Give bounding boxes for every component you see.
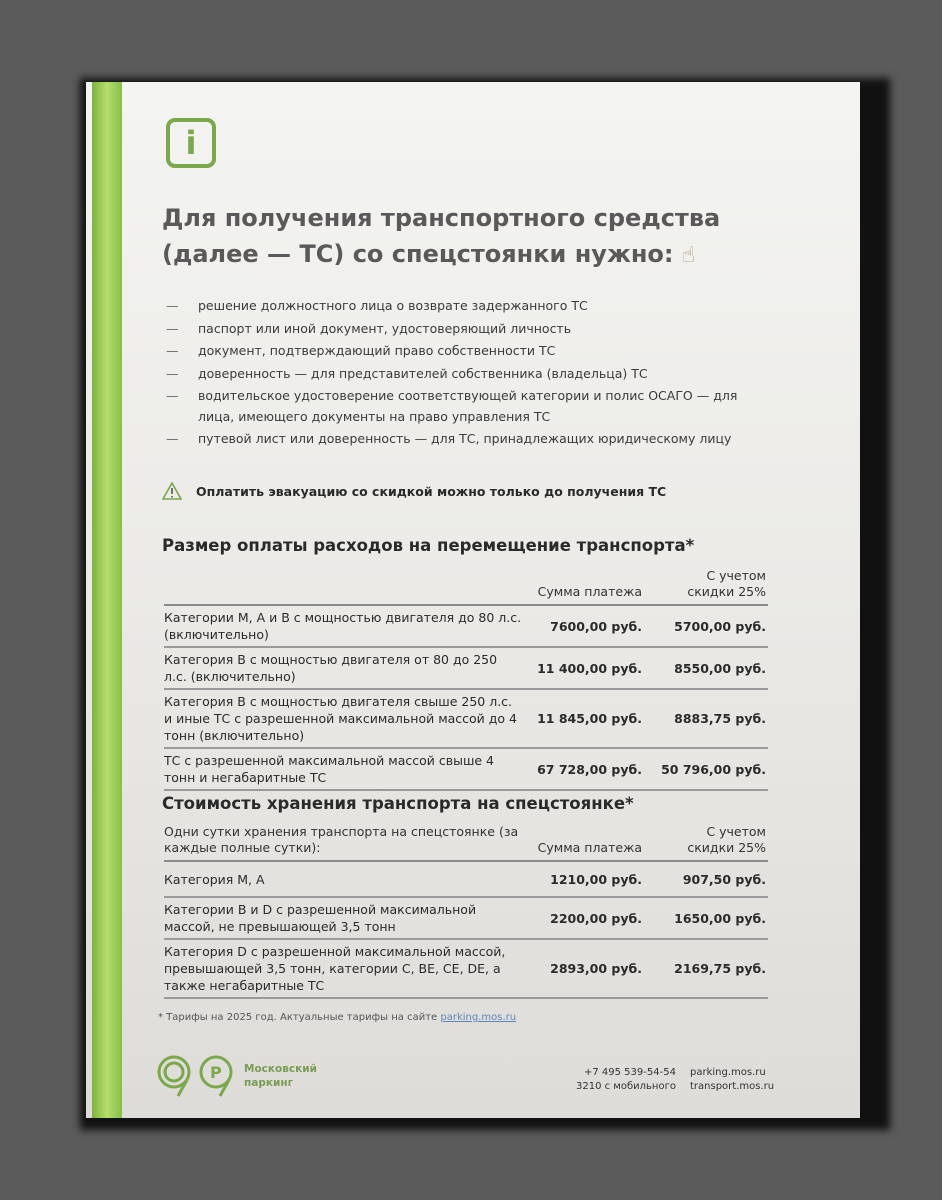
table-row: Категория В с мощностью двигателя свыше 250 л.с. и иные ТС с разрешенной максимальной массой до 4 тонн (включительно) 11 845,00 руб. 8883,75 руб. <box>164 689 768 748</box>
phone-contacts <box>576 1066 676 1094</box>
footnote: * Тарифы на 2025 год. Актуальные тарифы на сайте parking.mos.ru <box>158 1012 517 1023</box>
list-item: — документ, подтверждающий право собственности ТС <box>166 343 556 358</box>
website-contacts <box>690 1066 774 1094</box>
list-item: — паспорт или иной документ, удостоверяющий личность <box>166 320 572 336</box>
storage-heading: Стоимость хранения транспорта на спецстоянке* <box>162 794 634 813</box>
list-item: — путевой лист или доверенность — для ТС, принадлежащих юридическому лицу <box>166 431 732 446</box>
parking-logo-icon <box>156 1054 236 1098</box>
table-row: Категории М, А и В с мощностью двигателя до 80 л.с. (включительно) 7600,00 руб. 5700,00 руб. <box>164 605 768 647</box>
table-header: Сумма платежа С учетом скидки 25% <box>164 568 768 605</box>
requirements-list <box>166 296 766 452</box>
mobile-number: 3210 с мобильного <box>576 1081 676 1092</box>
evacuation-heading: Размер оплаты расходов на перемещение транспорта* <box>162 536 695 555</box>
list-item: — решение должностного лица о возврате задержанного ТС <box>166 298 588 313</box>
list-item: — водительское удостоверение соответствующей категории и полис ОСАГО — для лица, имеющего документы на право управления ТС <box>166 388 738 424</box>
storage-table <box>164 824 768 999</box>
warning-icon <box>162 482 182 500</box>
table-row: ТС с разрешенной максимальной массой свыше 4 тонн и негабаритные ТС 67 728,00 руб. 50 796,00 руб. <box>164 748 768 790</box>
site-parking[interactable]: parking.mos.ru <box>690 1067 766 1078</box>
table-header: Одни сутки хранения транспорта на спецстоянке (за каждые полные сутки): Сумма платежа С учетом скидки 25% <box>164 824 768 861</box>
parking-link[interactable]: parking.mos.ru <box>440 1012 517 1023</box>
moscow-parking-logo: P Московский паркинг <box>156 1054 317 1098</box>
info-icon: i <box>166 118 216 168</box>
title-line-2: (далее — ТС) со спецстоянки нужно: <box>162 240 674 268</box>
table-row: Категория М, А 1210,00 руб. 907,50 руб. <box>164 861 768 897</box>
pointing-hand-icon: ☝ <box>681 243 696 268</box>
phone-number: +7 495 539-54-54 <box>584 1067 676 1078</box>
table-row: Категории В и D с разрешенной максимальной массой, не превышающей 3,5 тонн 2200,00 руб. 1650,00 руб. <box>164 897 768 939</box>
warning-note: Оплатить эвакуацию со скидкой можно только до получения ТС <box>162 482 666 500</box>
info-sheet <box>86 82 860 1118</box>
green-stripe <box>92 82 122 1118</box>
svg-text:P: P <box>210 1063 222 1082</box>
evacuation-table <box>164 568 768 791</box>
site-transport[interactable]: transport.mos.ru <box>690 1081 775 1092</box>
table-row: Категория В с мощностью двигателя от 80 до 250 л.с. (включительно) 11 400,00 руб. 8550,00 руб. <box>164 647 768 689</box>
list-item: — доверенность — для представителей собственника (владельца) ТС <box>166 365 648 381</box>
table-row: Категория D с разрешенной максимальной массой, превышающей 3,5 тонн, категории C, BE, CE, DE, а также негабаритные ТС 2893,00 руб. 2169,75 руб. <box>164 939 768 998</box>
title-line-1: Для получения транспортного средства <box>162 204 721 232</box>
page-title <box>162 200 782 274</box>
